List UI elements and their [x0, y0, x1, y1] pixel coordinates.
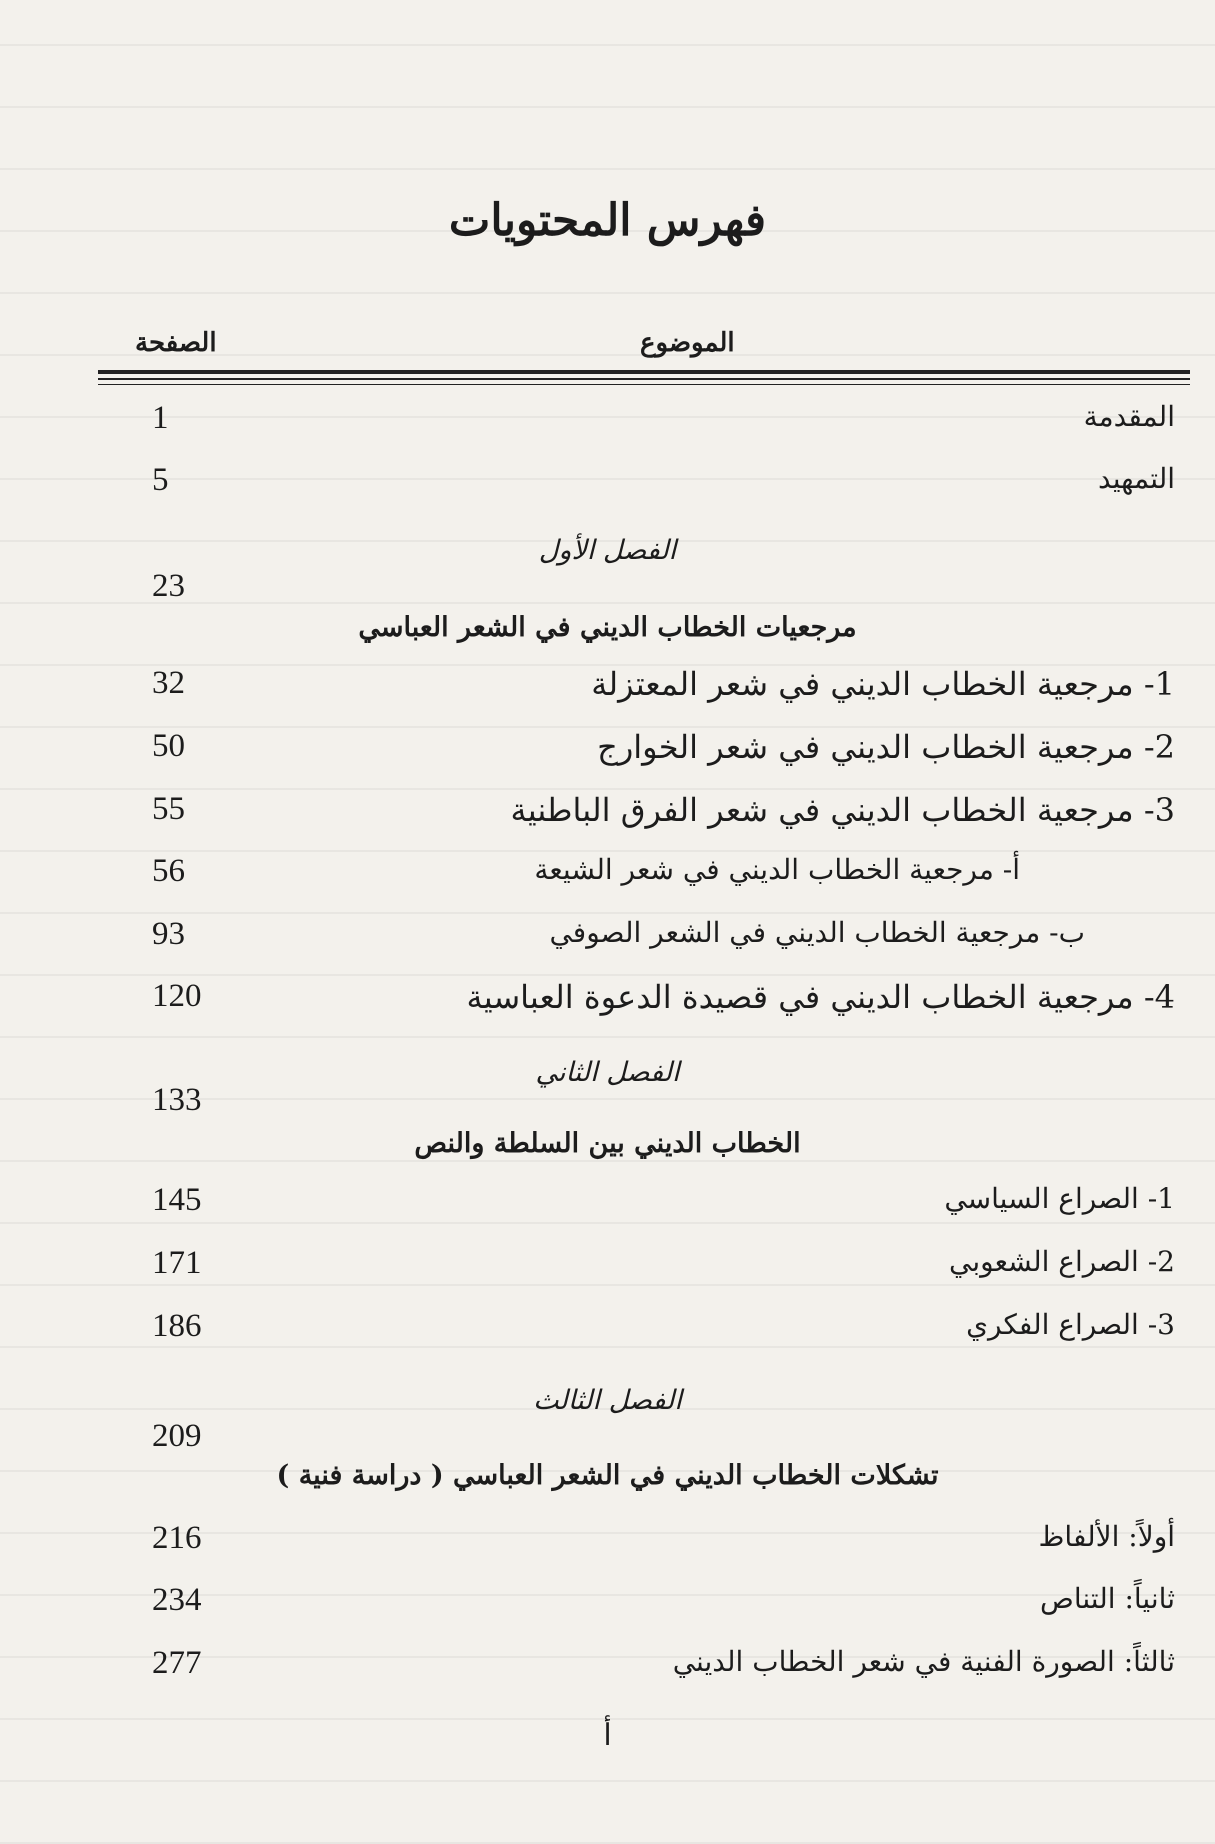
chapter-3-label: الفصل الثالث	[533, 1385, 682, 1416]
toc-page-number: 50	[152, 728, 185, 764]
toc-topic: 4- مرجعية الخطاب الديني في قصيدة الدعوة العباسية	[466, 978, 1175, 1016]
toc-entry	[140, 728, 1175, 768]
toc-entry	[140, 1245, 1175, 1285]
toc-page-number: 216	[152, 1520, 202, 1556]
chapter-2-page: 133	[152, 1082, 202, 1118]
chapter-3-title: تشكلات الخطاب الديني في الشعر العباسي ( دراسة فنية )	[276, 1460, 939, 1491]
toc-entry	[140, 1308, 1175, 1348]
header-rule	[98, 370, 1190, 374]
toc-page-number: 1	[152, 400, 169, 436]
toc-topic: ثالثاً: الصورة الفنية في شعر الخطاب الديني	[672, 1645, 1175, 1678]
toc-entry	[140, 1520, 1175, 1560]
toc-page-number: 55	[152, 791, 185, 827]
toc-page-number: 186	[152, 1308, 202, 1344]
toc-topic: أ- مرجعية الخطاب الديني في شعر الشيعة	[534, 853, 1020, 886]
header-rule	[98, 384, 1190, 385]
chapter-2-title: الخطاب الديني بين السلطة والنص	[414, 1128, 801, 1159]
toc-entry	[140, 1582, 1175, 1622]
toc-topic: 1- الصراع السياسي	[944, 1182, 1175, 1215]
toc-entry-intro	[140, 400, 1175, 440]
toc-entry	[140, 791, 1175, 831]
toc-topic: 1- مرجعية الخطاب الديني في شعر المعتزلة	[591, 665, 1175, 703]
toc-topic: 3- الصراع الفكري	[966, 1308, 1175, 1341]
topic-column-header: الموضوع	[640, 328, 735, 358]
toc-page-number: 56	[152, 853, 185, 889]
toc-topic: ب- مرجعية الخطاب الديني في الشعر الصوفي	[549, 916, 1085, 949]
toc-entry	[140, 853, 1175, 893]
toc-page-number: 234	[152, 1582, 202, 1618]
toc-page-number: 277	[152, 1645, 202, 1681]
toc-topic: المقدمة	[1083, 400, 1175, 433]
header-rule	[98, 378, 1190, 380]
toc-page-number: 171	[152, 1245, 202, 1281]
toc-topic: ثانياً: التناص	[1039, 1582, 1175, 1615]
toc-topic: التمهيد	[1098, 462, 1175, 495]
toc-entry	[140, 1182, 1175, 1222]
chapter-1-title: مرجعيات الخطاب الديني في الشعر العباسي	[358, 612, 857, 643]
toc-page-number: 120	[152, 978, 202, 1014]
chapter-1-label: الفصل الأول	[538, 535, 677, 566]
toc-page-number: 93	[152, 916, 185, 952]
page-folio: أ	[603, 1718, 612, 1753]
chapter-2-label: الفصل الثاني	[535, 1057, 680, 1088]
toc-page-number: 32	[152, 665, 185, 701]
toc-entry	[140, 1645, 1175, 1685]
page-column-header: الصفحة	[135, 328, 217, 358]
toc-topic: 2- مرجعية الخطاب الديني في شعر الخوارج	[597, 728, 1175, 766]
toc-page-number: 5	[152, 462, 169, 498]
toc-topic: أولاً: الألفاظ	[1038, 1520, 1175, 1553]
toc-topic: 2- الصراع الشعوبي	[948, 1245, 1175, 1278]
toc-page-number: 145	[152, 1182, 202, 1218]
chapter-3-page: 209	[152, 1418, 202, 1454]
toc-topic: 3- مرجعية الخطاب الديني في شعر الفرق الباطنية	[510, 791, 1175, 829]
page-title: فهرس المحتويات	[448, 195, 767, 246]
toc-entry	[140, 978, 1175, 1018]
toc-entry	[140, 665, 1175, 705]
toc-entry	[140, 916, 1175, 956]
chapter-1-page: 23	[152, 568, 185, 604]
toc-entry-prelude	[140, 462, 1175, 502]
